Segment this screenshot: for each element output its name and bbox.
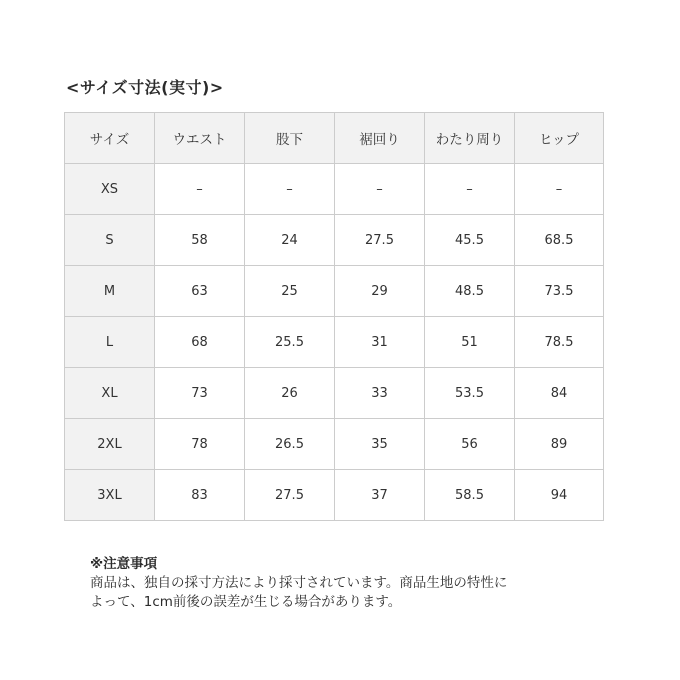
notes-body: 商品は、独自の採寸方法により採寸されています。商品生地の特性に よって、1cm前後の誤差が生じる場合があります。 (90, 575, 508, 610)
notes-section (90, 555, 600, 612)
hip-cell: 89 (515, 419, 604, 470)
column-header-hip: ヒップ (515, 113, 604, 164)
table-row (65, 266, 604, 317)
size-label: 2XL (65, 419, 155, 470)
table-row (65, 368, 604, 419)
table-row (65, 317, 604, 368)
thigh-cell: 48.5 (425, 266, 515, 317)
inseam-cell: 26.5 (245, 419, 335, 470)
hip-cell: 84 (515, 368, 604, 419)
column-header-inseam: 股下 (245, 113, 335, 164)
section-title: <サイズ寸法(実寸)> (66, 78, 224, 97)
hem-cell: 33 (335, 368, 425, 419)
hip-cell: 68.5 (515, 215, 604, 266)
waist-cell: 58 (155, 215, 245, 266)
column-header-thigh: わたり周り (425, 113, 515, 164)
inseam-cell: – (245, 164, 335, 215)
thigh-cell: – (425, 164, 515, 215)
inseam-cell: 26 (245, 368, 335, 419)
waist-cell: 63 (155, 266, 245, 317)
column-header-hem: 裾回り (335, 113, 425, 164)
table-row (65, 215, 604, 266)
inseam-cell: 25 (245, 266, 335, 317)
hem-cell: 31 (335, 317, 425, 368)
inseam-cell: 24 (245, 215, 335, 266)
hip-cell: 78.5 (515, 317, 604, 368)
hip-cell: 73.5 (515, 266, 604, 317)
size-label: 3XL (65, 470, 155, 521)
table-row (65, 419, 604, 470)
size-label: XL (65, 368, 155, 419)
waist-cell: – (155, 164, 245, 215)
hip-cell: – (515, 164, 604, 215)
hem-cell: 27.5 (335, 215, 425, 266)
table-row (65, 470, 604, 521)
thigh-cell: 53.5 (425, 368, 515, 419)
notes-title: ※注意事項 (90, 556, 158, 572)
size-label: S (65, 215, 155, 266)
thigh-cell: 51 (425, 317, 515, 368)
thigh-cell: 56 (425, 419, 515, 470)
column-header-waist: ウエスト (155, 113, 245, 164)
table-header-row (65, 113, 604, 164)
hem-cell: 29 (335, 266, 425, 317)
size-label: L (65, 317, 155, 368)
waist-cell: 78 (155, 419, 245, 470)
hem-cell: 37 (335, 470, 425, 521)
thigh-cell: 45.5 (425, 215, 515, 266)
size-label: XS (65, 164, 155, 215)
table-row (65, 164, 604, 215)
hem-cell: 35 (335, 419, 425, 470)
inseam-cell: 25.5 (245, 317, 335, 368)
hip-cell: 94 (515, 470, 604, 521)
thigh-cell: 58.5 (425, 470, 515, 521)
hem-cell: – (335, 164, 425, 215)
size-table (64, 112, 604, 521)
waist-cell: 73 (155, 368, 245, 419)
size-label: M (65, 266, 155, 317)
waist-cell: 83 (155, 470, 245, 521)
inseam-cell: 27.5 (245, 470, 335, 521)
waist-cell: 68 (155, 317, 245, 368)
column-header-size: サイズ (65, 113, 155, 164)
